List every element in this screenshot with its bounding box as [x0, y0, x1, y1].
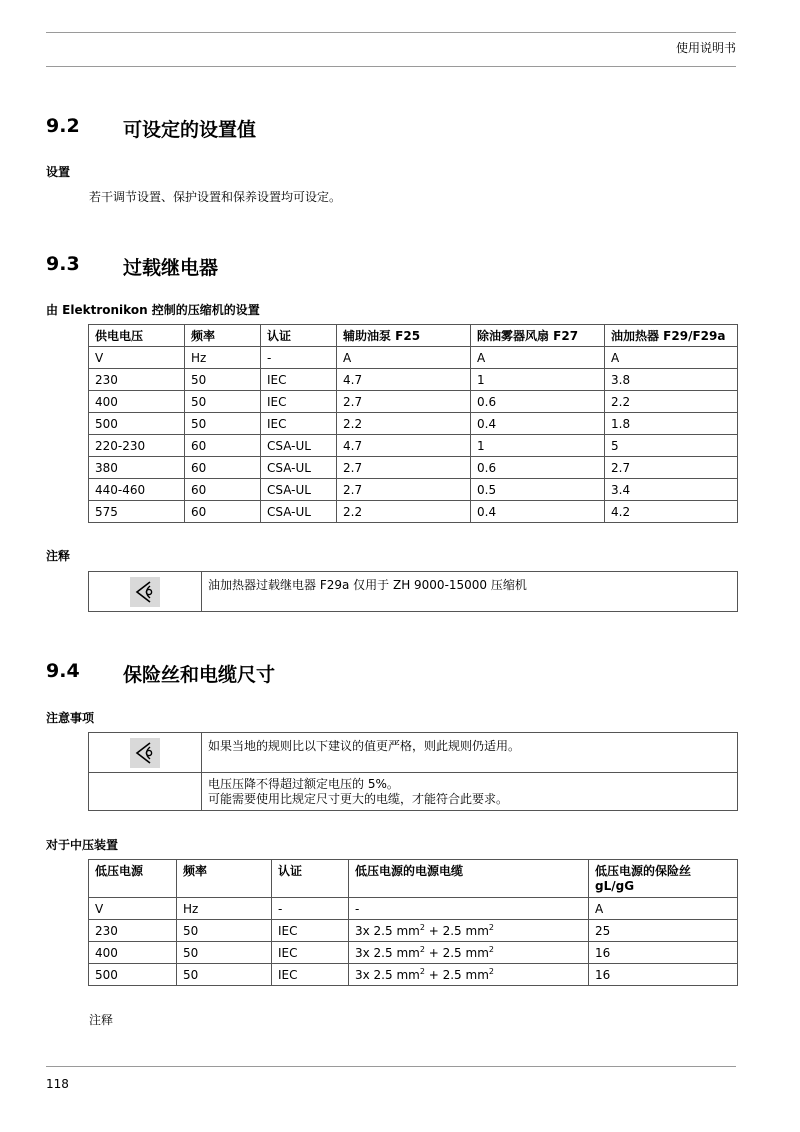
- header-cell: 供电电压: [89, 325, 185, 347]
- superscript: 2: [419, 922, 425, 932]
- table-cell: 380: [89, 457, 185, 479]
- table-cell: 0.6: [471, 391, 605, 413]
- note-heading: 注释: [46, 549, 71, 563]
- header-cell: 认证: [261, 325, 337, 347]
- eye-icon: [130, 738, 160, 768]
- header-cell: 低压电源的电源电缆: [349, 860, 589, 898]
- table-cell: 400: [89, 391, 185, 413]
- section-9-4-title: 保险丝和电缆尺寸: [123, 664, 276, 686]
- header-fuse-line-1: 低压电源的保险丝: [595, 864, 692, 878]
- table-cell: 2.2: [337, 413, 471, 435]
- section-9-2-title: 可设定的设置值: [123, 119, 257, 141]
- table-cell: -: [272, 898, 349, 920]
- table-cell: 50: [185, 391, 261, 413]
- table-cell: 2.2: [605, 391, 738, 413]
- fuse-cable-table: [88, 859, 738, 986]
- table-row: [89, 479, 738, 501]
- table-row: [89, 457, 738, 479]
- table-cell: CSA-UL: [261, 479, 337, 501]
- table-cell: CSA-UL: [261, 435, 337, 457]
- header-top-rule: [46, 32, 736, 33]
- superscript: 2: [419, 966, 425, 976]
- table-cell: A: [471, 347, 605, 369]
- table-row: [89, 369, 738, 391]
- table-cell: 230: [89, 369, 185, 391]
- notice-box: [88, 732, 738, 811]
- cable-part-b: + 2.5 mm: [424, 967, 489, 982]
- table-cell: -: [261, 347, 337, 369]
- header-cell: 除油雾器风扇 F27: [471, 325, 605, 347]
- superscript: 2: [419, 944, 425, 954]
- table-cell: Hz: [177, 898, 272, 920]
- section-9-2-subheading: 设置: [46, 165, 71, 179]
- table-cell: 25: [589, 920, 738, 942]
- table-cell: IEC: [261, 413, 337, 435]
- notice-icon-cell: [89, 733, 202, 773]
- table-row: [89, 391, 738, 413]
- cable-part-b: + 2.5 mm: [424, 945, 489, 960]
- table-cell: 3.8: [605, 369, 738, 391]
- table-header-row: [89, 860, 738, 898]
- table-cell: 2.7: [605, 457, 738, 479]
- superscript: 2: [488, 922, 494, 932]
- table-cell: 50: [177, 942, 272, 964]
- medium-voltage-heading: 对于中压装置: [46, 838, 119, 852]
- table-cell: 50: [185, 413, 261, 435]
- table-cell: IEC: [272, 920, 349, 942]
- table-cell: 220-230: [89, 435, 185, 457]
- table-cell: 60: [185, 479, 261, 501]
- cable-part-b: + 2.5 mm: [424, 923, 489, 938]
- table-cell: 4.7: [337, 369, 471, 391]
- trailing-note-heading: 注释: [89, 1013, 114, 1027]
- table-cell: 1: [471, 369, 605, 391]
- table-cell: 5: [605, 435, 738, 457]
- notice-text-2: [202, 773, 738, 811]
- table-cell: 16: [589, 964, 738, 986]
- header-cell: 频率: [185, 325, 261, 347]
- table-cell: V: [89, 898, 177, 920]
- table-cell: 60: [185, 501, 261, 523]
- header-fuse-line-2: gL/gG: [595, 879, 635, 893]
- table-row: [89, 435, 738, 457]
- table-cell: 500: [89, 413, 185, 435]
- table-cell: 50: [185, 369, 261, 391]
- header-cell: 辅助油泵 F25: [337, 325, 471, 347]
- table-cell: 50: [177, 964, 272, 986]
- section-9-2-number: 9.2: [46, 115, 80, 137]
- table-cell: 440-460: [89, 479, 185, 501]
- section-9-2-text: 若干调节设置、保护设置和保养设置均可设定。: [89, 190, 342, 204]
- table-cell: IEC: [261, 369, 337, 391]
- table-cell: IEC: [261, 391, 337, 413]
- table-cell: A: [337, 347, 471, 369]
- cable-part-a: 3x 2.5 mm: [355, 967, 420, 982]
- cable-cell: [349, 964, 589, 986]
- table-cell: 500: [89, 964, 177, 986]
- notice-line-1: 电压压降不得超过额定电压的 5%。: [208, 777, 399, 791]
- table-cell: Hz: [185, 347, 261, 369]
- overload-relay-table: [88, 324, 738, 523]
- section-9-3-subheading: 由 Elektronikon 控制的压缩机的设置: [46, 303, 260, 317]
- footer-rule: [46, 1066, 736, 1067]
- header-cell: 频率: [177, 860, 272, 898]
- table-cell: 4.2: [605, 501, 738, 523]
- table-cell: 3.4: [605, 479, 738, 501]
- section-9-3-number: 9.3: [46, 253, 80, 275]
- table-row: [89, 920, 738, 942]
- notice-text-1: 如果当地的规则比以下建议的值更严格，则此规则仍适用。: [202, 733, 738, 773]
- table-cell: 1: [471, 435, 605, 457]
- table-row: [89, 898, 738, 920]
- cable-part-a: 3x 2.5 mm: [355, 923, 420, 938]
- table-cell: 2.2: [337, 501, 471, 523]
- superscript: 2: [488, 966, 494, 976]
- table-cell: CSA-UL: [261, 501, 337, 523]
- header-cell: 低压电源: [89, 860, 177, 898]
- table-cell: 230: [89, 920, 177, 942]
- table-cell: 50: [177, 920, 272, 942]
- table-cell: 2.7: [337, 479, 471, 501]
- table-cell: 0.4: [471, 413, 605, 435]
- header-cell: 油加热器 F29/F29a: [605, 325, 738, 347]
- table-cell: -: [349, 898, 589, 920]
- table-cell: A: [589, 898, 738, 920]
- table-cell: 1.8: [605, 413, 738, 435]
- superscript: 2: [488, 944, 494, 954]
- cable-cell: [349, 920, 589, 942]
- table-cell: A: [605, 347, 738, 369]
- table-cell: 0.5: [471, 479, 605, 501]
- table-header-row: [89, 325, 738, 347]
- table-cell: 16: [589, 942, 738, 964]
- notice-heading: 注意事项: [46, 711, 95, 725]
- table-cell: 0.4: [471, 501, 605, 523]
- table-cell: 4.7: [337, 435, 471, 457]
- note-text: 油加热器过载继电器 F29a 仅用于 ZH 9000-15000 压缩机: [202, 572, 738, 612]
- section-9-4-number: 9.4: [46, 660, 80, 682]
- table-cell: 575: [89, 501, 185, 523]
- table-cell: 2.7: [337, 391, 471, 413]
- table-cell: 60: [185, 435, 261, 457]
- table-cell: 0.6: [471, 457, 605, 479]
- cable-cell: [349, 942, 589, 964]
- header-cell-fuse: [589, 860, 738, 898]
- table-cell: 60: [185, 457, 261, 479]
- table-cell: IEC: [272, 964, 349, 986]
- notice-line-2: 可能需要使用比规定尺寸更大的电缆，才能符合此要求。: [208, 792, 509, 806]
- page-number: 118: [46, 1077, 69, 1091]
- header-cell: 认证: [272, 860, 349, 898]
- table-cell: V: [89, 347, 185, 369]
- table-row: [89, 347, 738, 369]
- table-row: [89, 501, 738, 523]
- cable-part-a: 3x 2.5 mm: [355, 945, 420, 960]
- header-title: 使用说明书: [675, 41, 736, 55]
- table-cell: 400: [89, 942, 177, 964]
- notice-empty-cell: [89, 773, 202, 811]
- header-bottom-rule: [46, 66, 736, 67]
- eye-icon: [130, 577, 160, 607]
- table-row: [89, 413, 738, 435]
- table-row: [89, 942, 738, 964]
- table-cell: 2.7: [337, 457, 471, 479]
- table-cell: CSA-UL: [261, 457, 337, 479]
- note-icon-cell: [89, 572, 202, 612]
- table-cell: IEC: [272, 942, 349, 964]
- table-row: [89, 964, 738, 986]
- note-box: [88, 571, 738, 612]
- section-9-3-title: 过载继电器: [123, 257, 219, 279]
